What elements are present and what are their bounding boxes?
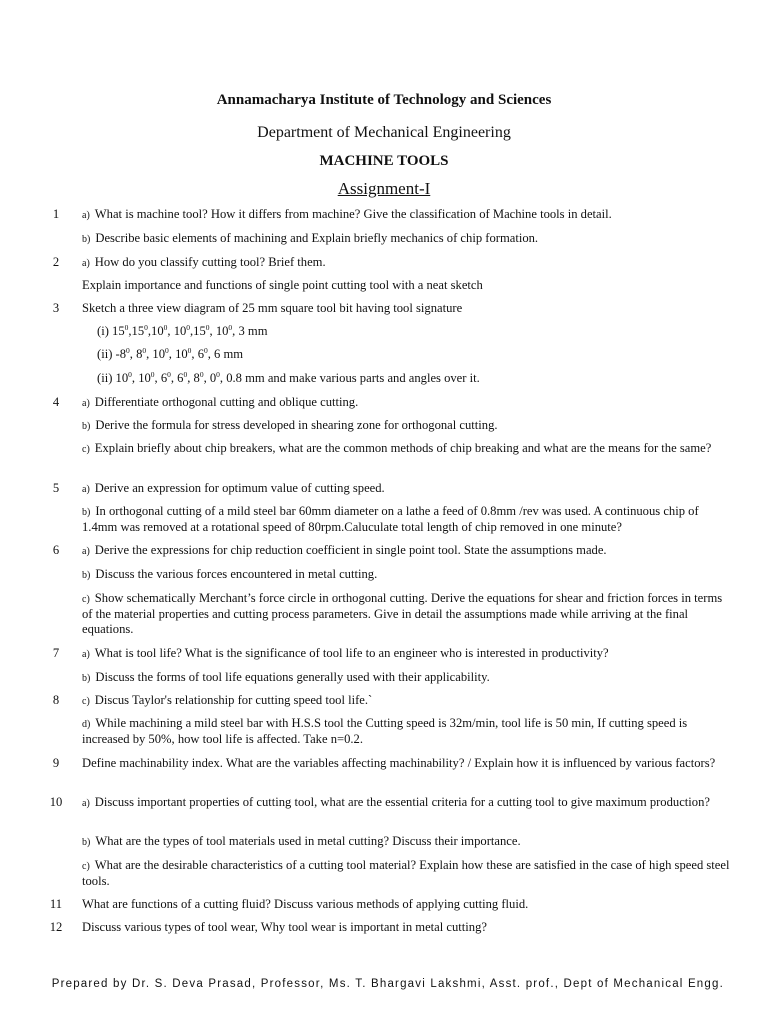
sub-label: c) <box>82 696 90 707</box>
question-text: Describe basic elements of machining and Explain briefly mechanics of chip formation. <box>95 231 539 245</box>
question-text: Sketch a three view diagram of 25 mm square tool bit having tool signature <box>82 301 463 315</box>
sub-label: a) <box>82 649 90 660</box>
question-text: In orthogonal cutting of a mild steel bar 60mm diameter on a lathe a feed of 0.8mm /rev was used. A continuous chip of 1.4mm was removed at a rotational speed of 80rpm.Caluculate total length of chip removed in one minute? <box>82 504 699 534</box>
question-number: 12 <box>49 920 63 934</box>
question-text: What is tool life? What is the significance of tool life to an engineer who is interested in productivity? <box>94 646 609 660</box>
question-text: While machining a mild steel bar with H.S.S tool the Cutting speed is 32m/min, tool life is 50 min, If cutting speed is increased by 50%, how tool life is affected. Take n=0.2. <box>82 716 688 746</box>
tool-signature-i: (i) $15^0,15^0,10^0$, $10^0,15^0$, $10^0$, 3 mm <box>97 322 268 338</box>
question-number: 7 <box>52 646 60 660</box>
tool-signature-ii: (ii) $-8^0$, $8^0$, $10^0$, $10^0$, $6^0$, 6 mm <box>97 345 244 361</box>
sub-label: d) <box>82 719 91 730</box>
question-text: Define machinability index. What are the variables affecting machinability? / Explain how it is influenced by various factors? <box>82 756 716 770</box>
sub-label: b) <box>82 570 91 581</box>
question-text: Derive the expressions for chip reduction coefficient in single point tool. State the assumptions made. <box>94 543 607 557</box>
sub-label: b) <box>82 234 91 245</box>
sub-label: b) <box>82 837 91 848</box>
sub-label: c) <box>82 594 90 605</box>
question-text: Explain briefly about chip breakers, what are the common methods of chip breaking and what are the means for the same? <box>94 441 712 455</box>
question-number: 8 <box>52 693 60 707</box>
question-number: 11 <box>49 897 63 911</box>
question-text: Discuss the forms of tool life equations generally used with their applicability. <box>95 670 490 684</box>
question-text: What is machine tool? How it differs from machine? Give the classification of Machine tools in detail. <box>94 207 612 221</box>
question-number: 9 <box>52 756 60 770</box>
question-text: Discus Taylor's relationship for cutting speed tool life.` <box>94 693 373 707</box>
tool-signature-iii: (ii) $10^0$, $10^0$, $6^0$, $6^0$, $8^0$, $0^0$, 0.8 mm and make various parts and angles over it. <box>97 369 480 385</box>
department-name: Department of Mechanical Engineering <box>257 124 511 141</box>
sub-label: a) <box>82 484 90 495</box>
question-text: Show schematically Merchant’s force circle in orthogonal cutting. Derive the equations for shear and friction forces in terms of the material properties and cutting process parameters. Give in detail the assumptions made while arriving at the final equations. <box>82 591 723 636</box>
question-text: Explain importance and functions of single point cutting tool with a neat sketch <box>82 278 483 292</box>
question-text: Discuss important properties of cutting tool, what are the essential criteria for a cutting tool to give maximum production? <box>94 795 710 809</box>
sub-label: a) <box>82 210 90 221</box>
question-number: 1 <box>52 207 60 221</box>
question-number: 4 <box>52 395 60 409</box>
question-number: 3 <box>52 301 60 315</box>
institute-name: Annamacharya Institute of Technology and Sciences <box>216 92 552 108</box>
sub-label: a) <box>82 398 90 409</box>
question-text: Differentiate orthogonal cutting and oblique cutting. <box>94 395 359 409</box>
question-text: What are the desirable characteristics of a cutting tool material? Explain how these are satisfied in the case of high speed steel tools. <box>82 858 730 888</box>
sub-label: b) <box>82 421 91 432</box>
sub-label: a) <box>82 258 90 269</box>
sub-label: c) <box>82 861 90 872</box>
question-text: Discuss the various forces encountered in metal cutting. <box>95 567 378 581</box>
question-number: 10 <box>49 795 63 809</box>
sub-label: b) <box>82 673 91 684</box>
question-number: 2 <box>52 255 60 269</box>
question-text: Derive the formula for stress developed in shearing zone for orthogonal cutting. <box>95 418 498 432</box>
question-number: 5 <box>52 481 60 495</box>
question-text: Discuss various types of tool wear, Why tool wear is important in metal cutting? <box>82 920 487 934</box>
prepared-by-footer: Prepared by Dr. S. Deva Prasad, Professor, Ms. T. Bhargavi Lakshmi, Asst. prof., Dept of Mechanical Engg. <box>51 978 724 990</box>
question-text: What are the types of tool materials used in metal cutting? Discuss their importance. <box>95 834 521 848</box>
question-number: 6 <box>52 543 60 557</box>
sub-label: b) <box>82 507 91 518</box>
course-title: MACHINE TOOLS <box>319 153 449 169</box>
sub-label: a) <box>82 546 90 557</box>
question-text: How do you classify cutting tool? Brief them. <box>94 255 326 269</box>
assignment-title: Assignment-I <box>337 179 431 198</box>
sub-label: a) <box>82 798 90 809</box>
question-text: Derive an expression for optimum value of cutting speed. <box>94 481 385 495</box>
question-text: What are functions of a cutting fluid? Discuss various methods of applying cutting fluid. <box>82 897 529 911</box>
sub-label: c) <box>82 444 90 455</box>
